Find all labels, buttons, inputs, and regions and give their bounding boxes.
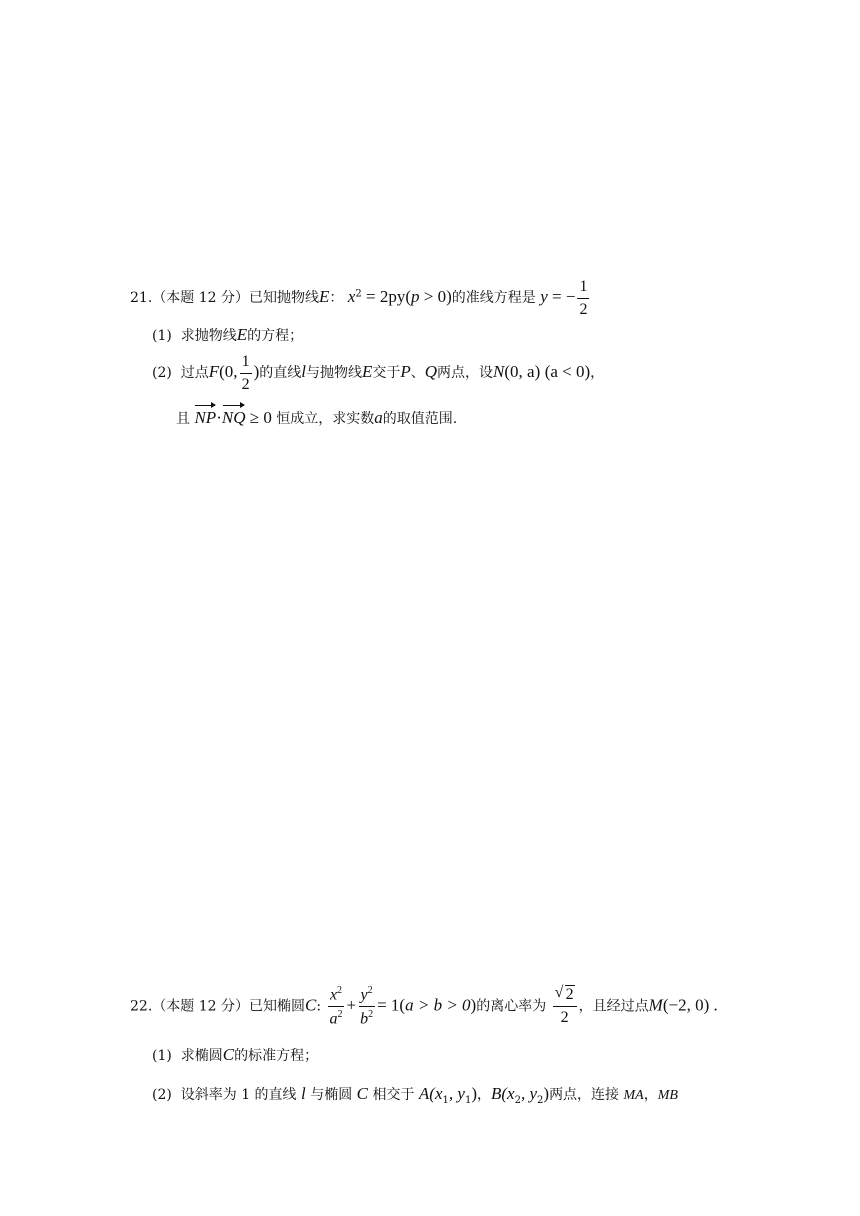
- math-var: y: [360, 986, 368, 1004]
- math-var: E: [318, 287, 330, 307]
- sqrt: √ 2: [554, 984, 574, 1004]
- math-var: Q: [424, 362, 438, 382]
- math-expr: ): [470, 995, 477, 1015]
- subscript: 2: [514, 1094, 521, 1106]
- problem-text: 的取值范围.: [382, 411, 458, 427]
- problem-text: 设斜率为 1 的直线: [180, 1087, 297, 1103]
- math-expr: (x: [429, 1084, 443, 1103]
- problem-text: 过点: [180, 365, 209, 382]
- math-var: MB: [657, 1088, 678, 1103]
- problem-text: 与椭圆: [310, 1087, 353, 1103]
- punct: ，: [590, 365, 605, 382]
- math-expr: = 1(: [377, 995, 406, 1015]
- math-var: C: [304, 995, 317, 1015]
- problem-score: （本题 12 分）: [152, 998, 249, 1015]
- math-expr: a > b > 0: [405, 995, 471, 1015]
- math-expr: > 0): [419, 287, 452, 307]
- problem-text: 两点，连接: [549, 1087, 620, 1103]
- subscript: 1: [442, 1094, 449, 1106]
- problem-21-part2: [152, 353, 604, 393]
- fraction-denominator: $b^2$: [360, 1008, 374, 1028]
- math-var: C: [356, 1084, 368, 1103]
- math-expr: = 2py(: [361, 287, 411, 307]
- problem-text: 的标准方程；: [234, 1048, 319, 1064]
- part-label: (1): [152, 1048, 172, 1064]
- math-var: l: [301, 362, 306, 382]
- math-expr: , y: [520, 1084, 538, 1103]
- problem-text: 交于: [372, 365, 401, 382]
- fraction: [358, 985, 375, 1028]
- problem-score: （本题 12 分）: [152, 290, 249, 307]
- problem-text: 相交于: [372, 1087, 415, 1103]
- problem-text: 与抛物线: [305, 365, 362, 382]
- math-var: C: [222, 1045, 235, 1064]
- problem-21-part2-cont: [176, 405, 457, 426]
- fraction-eccentricity: [553, 986, 577, 1026]
- fraction-denominator: 2: [241, 375, 250, 393]
- fraction: [328, 985, 345, 1028]
- fraction: [240, 353, 252, 393]
- subscript: 2: [537, 1094, 544, 1106]
- punct: :: [316, 998, 322, 1015]
- math-var: MA: [623, 1088, 644, 1103]
- problem-22-part2: [152, 1085, 678, 1106]
- problem-21-title: 21.（本题 12 分）已知抛物线E： $x^2 = 2py(p > 0)$的准线方程是 y = − $\frac{1}{2}$: [130, 278, 588, 318]
- math-var: x: [329, 986, 338, 1004]
- problem-21-part1: [152, 326, 303, 343]
- math-expr: ): [471, 1084, 477, 1103]
- problem-text: 已知抛物线: [248, 290, 319, 307]
- punct: ，: [643, 1087, 658, 1103]
- part-label: (1): [152, 328, 172, 344]
- problem-22-part1: [152, 1046, 318, 1063]
- math-expr: (−2, 0): [662, 995, 710, 1015]
- math-var: E: [361, 362, 373, 382]
- problem-text: 求抛物线: [180, 328, 237, 344]
- math-var: l: [301, 1084, 306, 1103]
- vector-np: NP: [194, 405, 216, 426]
- punct: .: [709, 995, 718, 1015]
- math-expr: = −: [547, 287, 576, 307]
- problem-text: ，且经过点: [578, 998, 649, 1015]
- punct: ：: [329, 290, 344, 307]
- math-expr: (x: [501, 1084, 515, 1103]
- math-expr: (0, a): [504, 362, 541, 382]
- problem-text: 且: [176, 411, 190, 427]
- sqrt-radicand: 2: [565, 986, 574, 1004]
- math-var: N: [493, 362, 505, 382]
- part-label: (2): [152, 365, 172, 382]
- fraction-numerator: 1: [577, 278, 589, 299]
- math-var: b: [360, 1010, 369, 1028]
- problem-text: 的准线方程是: [451, 290, 536, 307]
- problem-22-title: [130, 985, 718, 1028]
- punct: 、: [410, 365, 425, 382]
- fraction-numerator: $x^2$: [328, 985, 344, 1007]
- math-op: +: [346, 995, 357, 1015]
- part-label: (2): [152, 1087, 172, 1103]
- fraction-denominator: $a^2$: [329, 1008, 343, 1028]
- subscript: 1: [464, 1094, 472, 1106]
- fraction-numerator: 1: [240, 353, 252, 374]
- math-var: B: [490, 1084, 502, 1103]
- math-var: p: [411, 287, 420, 307]
- problem-text: 两点，设: [437, 365, 494, 382]
- problem-text: 已知椭圆: [248, 998, 305, 1015]
- problem-text: 的方程；: [247, 328, 304, 344]
- fraction-denominator: 2: [579, 300, 588, 318]
- math-expr: ≥ 0: [245, 408, 272, 427]
- vector-nq: NQ: [222, 405, 246, 426]
- fraction-denominator: 2: [560, 1008, 569, 1026]
- problem-number: 21.: [130, 290, 153, 307]
- math-var: E: [236, 325, 248, 344]
- math-op: ·: [216, 408, 222, 427]
- math-var: a: [374, 408, 383, 427]
- problem-number: 22.: [130, 998, 153, 1015]
- math-var: y: [540, 287, 548, 307]
- math-expr: (0,: [219, 362, 238, 382]
- math-var: a: [329, 1010, 338, 1028]
- problem-text: 求椭圆: [180, 1048, 223, 1064]
- problem-text: 的离心率为: [476, 998, 547, 1015]
- math-expr: ): [543, 1084, 550, 1103]
- math-var: P: [400, 362, 411, 382]
- punct: ，: [476, 1087, 491, 1103]
- problem-text: 的直线: [259, 365, 302, 382]
- fraction-numerator: $y^2$: [359, 985, 375, 1007]
- math-var: A: [418, 1084, 430, 1103]
- fraction: [577, 278, 589, 318]
- math-var: x: [347, 287, 356, 307]
- math-expr: ): [253, 362, 260, 382]
- math-var: M: [648, 995, 663, 1015]
- math-expr: , y: [448, 1084, 465, 1103]
- fraction-numerator: [553, 986, 577, 1007]
- math-var: F: [208, 362, 220, 382]
- math-expr: (a < 0): [544, 362, 591, 382]
- problem-text: 恒成立，求实数: [276, 411, 375, 427]
